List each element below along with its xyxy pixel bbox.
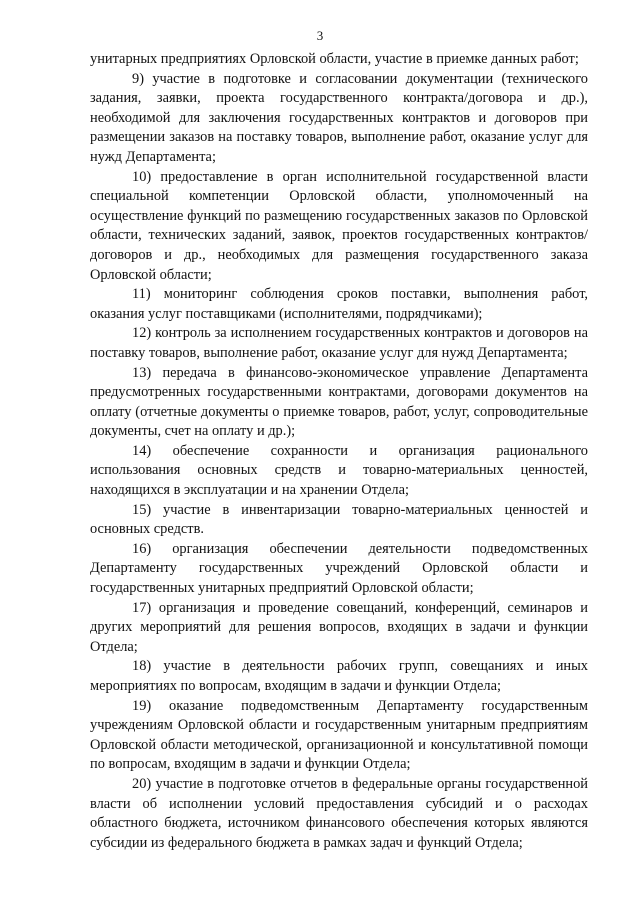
paragraph-item-11: 11) мониторинг соблюдения сроков поставки, выполнения работ, оказания услуг поставщиками (исполнителями, подрядчиками); — [90, 286, 588, 322]
paragraph-item-13: 13) передача в финансово-экономическое управление Департамента предусмотренных государственными контрактами, договорами документов на оплату (отчетные документы о приемке товаров, работ, услуг, сопроводительные документы, счет на оплату и др.); — [90, 364, 588, 440]
paragraph-item-19: 19) оказание подведомственным Департаменту государственным учреждениям Орловской области и государственным унитарным предприятиям Орловской области методической, организационной и консультативной помощи по вопросам, входящим в задачи и функции Отдела; — [90, 697, 588, 773]
document-body — [90, 50, 588, 853]
paragraph-item-14: 14) обеспечение сохранности и организация рационального использования основных средств и товарно-материальных ценностей, находящихся в эксплуатации и на хранении Отдела; — [90, 442, 588, 499]
paragraph-continuation: унитарных предприятиях Орловской области, участие в приемке данных работ; — [90, 51, 579, 67]
paragraph-item-20: 20) участие в подготовке отчетов в федеральные органы государственной власти об исполнении условий предоставления субсидий и о расходах областного бюджета, источником финансового обеспечения которых являются субсидии из федерального бюджета в рамках задач и функций Отдела; — [90, 775, 588, 851]
paragraph-item-9: 9) участие в подготовке и согласовании документации (технического задания, заявки, проекта государственного контракта/договора и др.), необходимой для заключения государственных контрактов и договоров при размещении заказов на поставку товаров, выполнение работ, оказание услуг для нужд Департамента; — [90, 70, 588, 165]
paragraph-item-10: 10) предоставление в орган исполнительной государственной власти специальной компетенции Орловской области, уполномоченный на осуществление функций по размещению государственных заказов по Орловской области, технических заданий, заявок, проектов государственных контрактов/договоров и др., необходимых для размещения государственного заказа Орловской области; — [90, 168, 588, 283]
paragraph-item-17: 17) организация и проведение совещаний, конференций, семинаров и других мероприятий для решения вопросов, входящих в задачи и функции Отдела; — [90, 599, 588, 655]
paragraph-item-16: 16) организация обеспечении деятельности подведомственных Департаменту государственных учреждений Орловской области и государственных унитарных предприятий Орловской области; — [90, 540, 588, 597]
paragraph-item-12: 12) контроль за исполнением государственных контрактов и договоров на поставку товаров, выполнение работ, оказание услуг для нужд Департамента; — [90, 325, 588, 361]
page-number: 3 — [316, 28, 324, 43]
paragraph-item-18: 18) участие в деятельности рабочих групп, совещаниях и иных мероприятиях по вопросам, входящим в задачи и функции Отдела; — [90, 658, 588, 694]
paragraph-item-15: 15) участие в инвентаризации товарно-материальных ценностей и основных средств. — [90, 501, 588, 538]
